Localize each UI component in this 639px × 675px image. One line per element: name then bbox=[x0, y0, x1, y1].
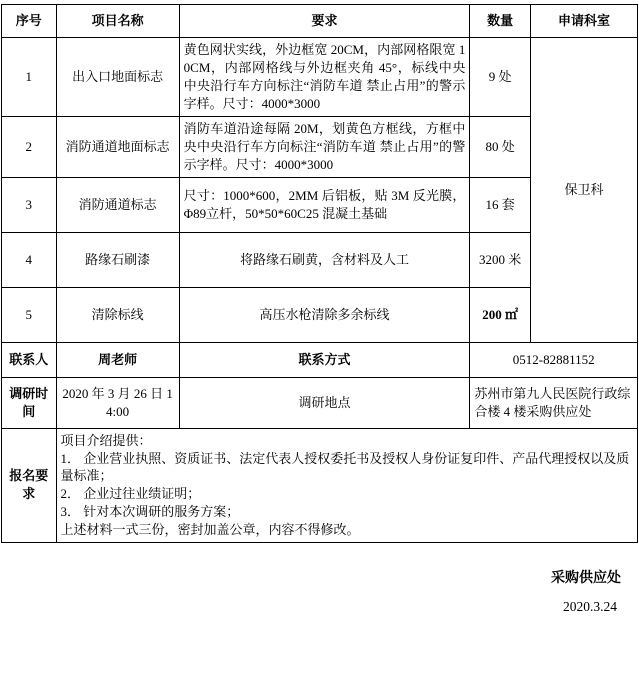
header-department: 申请科室 bbox=[530, 5, 637, 38]
cell-requirement: 黄色网状实线，外边框宽 20CM，内部网格限宽 10CM，内部网格线与外边框夹角 45°，标线中央中央沿行车方向标注“消防车道 禁止占用”的警示字样。尺寸：4000*3000 bbox=[179, 38, 470, 117]
table-body bbox=[2, 38, 638, 543]
document-page bbox=[0, 4, 639, 675]
cell-requirement: 高压水枪清除多余标线 bbox=[179, 287, 470, 342]
requirements-line: 1． 企业营业执照、资质证书、法定代表人授权委托书及授权人身份证复印件、产品代理授权以及质量标准； bbox=[60, 450, 630, 484]
requirements-row bbox=[2, 428, 638, 543]
table-header-row bbox=[2, 5, 638, 38]
contact-method-label: 联系方式 bbox=[179, 342, 470, 377]
survey-place-label: 调研地点 bbox=[179, 377, 470, 428]
cell-name: 路缘石刷漆 bbox=[56, 232, 179, 287]
cell-no: 4 bbox=[2, 232, 57, 287]
procurement-table bbox=[1, 4, 638, 543]
cell-no: 1 bbox=[2, 38, 57, 117]
table-header bbox=[2, 5, 638, 38]
cell-no: 3 bbox=[2, 177, 57, 232]
cell-quantity: 9 处 bbox=[470, 38, 531, 117]
cell-requirement: 尺寸：1000*600，2MM 后铝板，贴 3M 反光膜，Φ89立杆，50*50*60C25 混凝土基础 bbox=[179, 177, 470, 232]
cell-name: 消防通道地面标志 bbox=[56, 116, 179, 177]
contact-method-value: 0512-82881152 bbox=[470, 342, 638, 377]
cell-name: 出入口地面标志 bbox=[56, 38, 179, 117]
survey-time-label: 调研时间 bbox=[2, 377, 57, 428]
survey-place-value: 苏州市第九人民医院行政综合楼 4 楼采购供应处 bbox=[470, 377, 638, 428]
cell-name: 消防通道标志 bbox=[56, 177, 179, 232]
footer-date: 2020.3.24 bbox=[563, 599, 617, 615]
cell-requirement: 消防车道沿途每隔 20M，划黄色方框线，方框中央中央沿行车方向标注“消防车道 禁止占用”的警示字样。尺寸：4000*3000 bbox=[179, 116, 470, 177]
cell-quantity: 16 套 bbox=[470, 177, 531, 232]
cell-no: 2 bbox=[2, 116, 57, 177]
requirements-content bbox=[56, 428, 638, 543]
requirements-line: 上述材料一式三份，密封加盖公章，内容不得修改。 bbox=[60, 522, 360, 538]
requirements-label: 报名要求 bbox=[2, 428, 57, 543]
survey-time-value: 2020 年 3 月 26 日 14:00 bbox=[56, 377, 179, 428]
cell-name: 清除标线 bbox=[56, 287, 179, 342]
table-row bbox=[2, 38, 638, 117]
header-no: 序号 bbox=[2, 5, 57, 38]
header-name: 项目名称 bbox=[56, 5, 179, 38]
document-footer bbox=[0, 565, 639, 620]
requirements-line: 3． 针对本次调研的服务方案； bbox=[60, 504, 240, 520]
cell-department: 保卫科 bbox=[530, 38, 637, 343]
requirements-line: 2． 企业过往业绩证明； bbox=[60, 486, 201, 502]
requirements-line: 项目介绍提供： bbox=[60, 432, 152, 448]
cell-quantity: 80 处 bbox=[470, 116, 531, 177]
cell-quantity: 3200 米 bbox=[470, 232, 531, 287]
contact-row bbox=[2, 342, 638, 377]
header-quantity: 数量 bbox=[470, 5, 531, 38]
cell-quantity: 200 ㎡ bbox=[470, 287, 531, 342]
contact-name: 周老师 bbox=[56, 342, 179, 377]
contact-label: 联系人 bbox=[2, 342, 57, 377]
survey-row bbox=[2, 377, 638, 428]
header-requirement: 要求 bbox=[179, 5, 470, 38]
footer-signature: 采购供应处 bbox=[551, 571, 621, 587]
cell-no: 5 bbox=[2, 287, 57, 342]
cell-requirement: 将路缘石刷黄，含材料及人工 bbox=[179, 232, 470, 287]
